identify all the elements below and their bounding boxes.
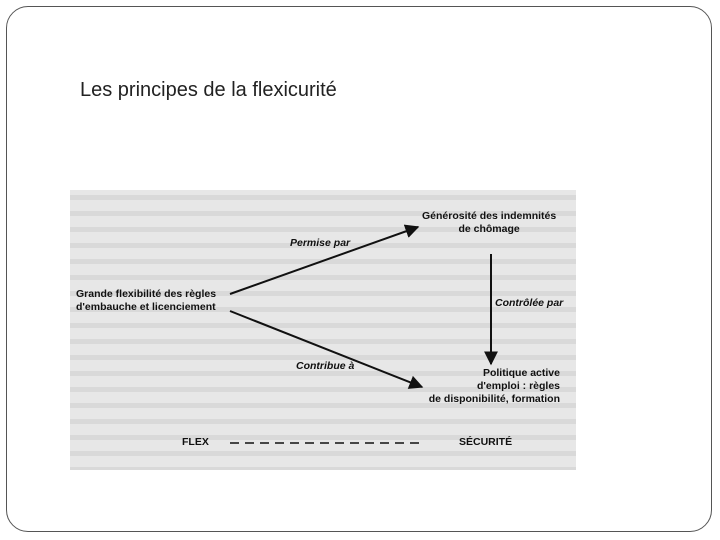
edge-label-permise-par: Permise par — [290, 237, 351, 249]
edge-label-contribue-a: Contribue à — [296, 360, 355, 372]
edge-label-controlee-par: Contrôlée par — [495, 297, 564, 309]
node-indemnites-line-1: Générosité des indemnités — [422, 210, 557, 222]
node-flexibilite — [76, 288, 216, 314]
node-politique-active — [424, 367, 560, 406]
scanned-diagram — [70, 190, 576, 470]
label-securite: SÉCURITÉ — [459, 436, 513, 448]
node-politique-line-2: d'emploi : règles — [476, 380, 560, 392]
node-politique-line-3: de disponibilité, formation — [428, 393, 560, 405]
label-flex: FLEX — [182, 436, 209, 448]
node-indemnites-line-2: de chômage — [458, 223, 520, 235]
node-indemnites — [422, 210, 556, 236]
slide-title: Les principes de la flexicurité — [80, 79, 337, 101]
node-flexibilite-line-2: d'embauche et licenciement — [76, 301, 216, 313]
node-politique-line-1: Politique active — [482, 367, 560, 379]
node-flexibilite-line-1: Grande flexibilité des règles — [76, 288, 217, 300]
